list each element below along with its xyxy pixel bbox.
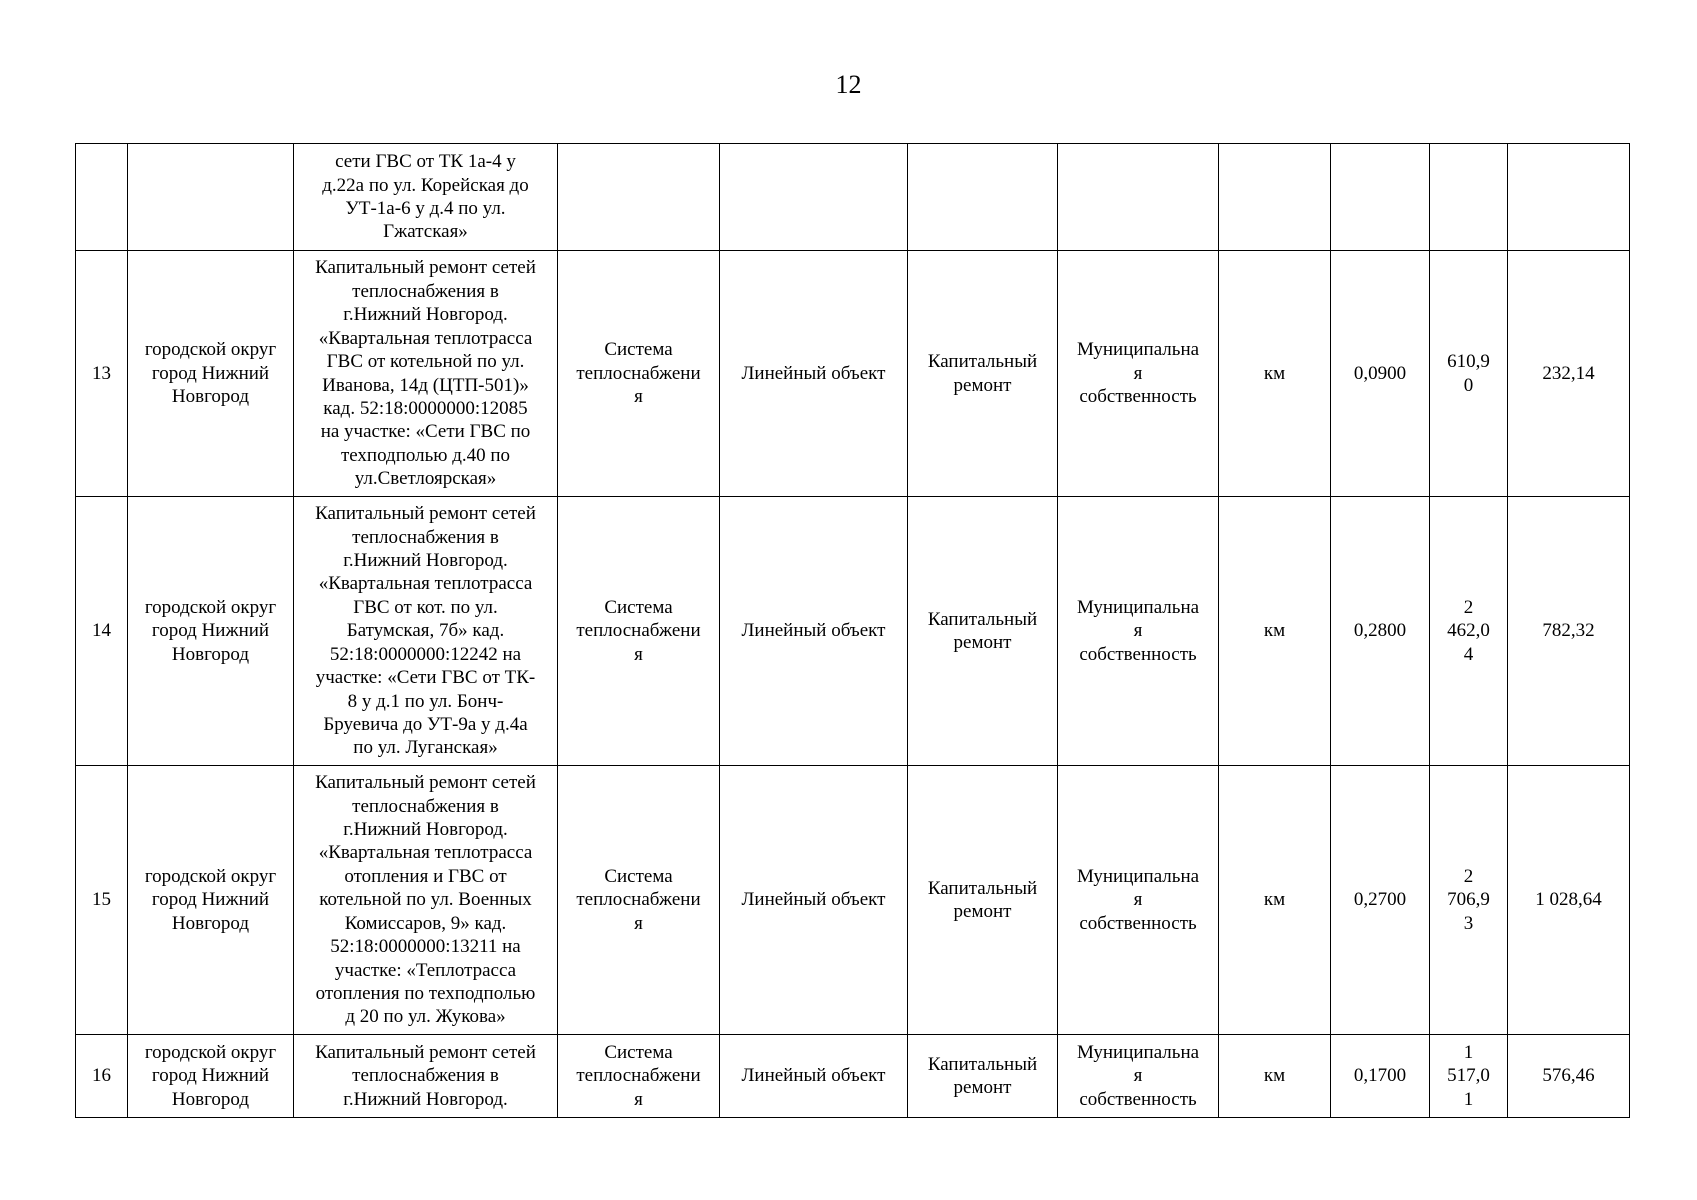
table-row <box>76 766 1630 1035</box>
system-cell <box>558 144 720 251</box>
table-row <box>76 144 1630 251</box>
object-type-cell <box>720 144 908 251</box>
row-number-cell: 13 <box>76 251 128 497</box>
length-cell: 0,0900 <box>1331 251 1430 497</box>
specific-value-cell <box>1508 144 1630 251</box>
cost-cell <box>1430 144 1508 251</box>
row-number-cell <box>76 144 128 251</box>
ownership-cell: Муниципальна я собственность <box>1058 497 1219 766</box>
object-type-cell: Линейный объект <box>720 251 908 497</box>
description-cell: Капитальный ремонт сетей теплоснабжения в г.Нижний Новгород. «Квартальная теплотрасса ГВС от кот. по ул. Батумская, 7б» кад. 52:18:0000000:12242 на участке: «Сети ГВС от ТК- 8 у д.1 по ул. Бонч- Бруевича до УТ-9а у д.4а по ул. Луганская» <box>294 497 558 766</box>
work-type-cell: Капитальный ремонт <box>908 766 1058 1035</box>
system-cell: Система теплоснабжени я <box>558 497 720 766</box>
description-cell: Капитальный ремонт сетей теплоснабжения в г.Нижний Новгород. «Квартальная теплотрасса отопления и ГВС от котельной по ул. Военных Комиссаров, 9» кад. 52:18:0000000:13211 на участке: «Теплотрасса отопления по техподполью д 20 по ул. Жукова» <box>294 766 558 1035</box>
specific-value-cell: 1 028,64 <box>1508 766 1630 1035</box>
length-cell: 0,2800 <box>1331 497 1430 766</box>
unit-cell: км <box>1219 766 1331 1035</box>
work-type-cell: Капитальный ремонт <box>908 1035 1058 1118</box>
row-number-cell: 16 <box>76 1035 128 1118</box>
length-cell <box>1331 144 1430 251</box>
cost-cell: 1 517,0 1 <box>1430 1035 1508 1118</box>
description-cell: сети ГВС от ТК 1а-4 у д.22а по ул. Корейская до УТ-1а-6 у д.4 по ул. Гжатская» <box>294 144 558 251</box>
works-table <box>75 143 1630 1118</box>
unit-cell: км <box>1219 251 1331 497</box>
unit-cell <box>1219 144 1331 251</box>
page-number: 12 <box>835 70 862 99</box>
object-type-cell: Линейный объект <box>720 766 908 1035</box>
municipality-cell: городской округ город Нижний Новгород <box>128 1035 294 1118</box>
municipality-cell: городской округ город Нижний Новгород <box>128 251 294 497</box>
row-number-cell: 15 <box>76 766 128 1035</box>
system-cell: Система теплоснабжени я <box>558 251 720 497</box>
length-cell: 0,1700 <box>1331 1035 1430 1118</box>
system-cell: Система теплоснабжени я <box>558 766 720 1035</box>
cost-cell: 2 462,0 4 <box>1430 497 1508 766</box>
cost-cell: 610,9 0 <box>1430 251 1508 497</box>
specific-value-cell: 782,32 <box>1508 497 1630 766</box>
cost-cell: 2 706,9 3 <box>1430 766 1508 1035</box>
description-cell: Капитальный ремонт сетей теплоснабжения в г.Нижний Новгород. <box>294 1035 558 1118</box>
ownership-cell: Муниципальна я собственность <box>1058 251 1219 497</box>
description-cell: Капитальный ремонт сетей теплоснабжения в г.Нижний Новгород. «Квартальная теплотрасса ГВС от котельной по ул. Иванова, 14д (ЦТП-501)» кад. 52:18:0000000:12085 на участке: «Сети ГВС по техподполью д.40 по ул.Светлоярская» <box>294 251 558 497</box>
specific-value-cell: 232,14 <box>1508 251 1630 497</box>
municipality-cell: городской округ город Нижний Новгород <box>128 766 294 1035</box>
table-row <box>76 1035 1630 1118</box>
system-cell: Система теплоснабжени я <box>558 1035 720 1118</box>
municipality-cell <box>128 144 294 251</box>
work-type-cell: Капитальный ремонт <box>908 251 1058 497</box>
object-type-cell: Линейный объект <box>720 497 908 766</box>
ownership-cell: Муниципальна я собственность <box>1058 766 1219 1035</box>
work-type-cell <box>908 144 1058 251</box>
row-number-cell: 14 <box>76 497 128 766</box>
unit-cell: км <box>1219 1035 1331 1118</box>
ownership-cell <box>1058 144 1219 251</box>
table-row <box>76 251 1630 497</box>
specific-value-cell: 576,46 <box>1508 1035 1630 1118</box>
table-row <box>76 497 1630 766</box>
ownership-cell: Муниципальна я собственность <box>1058 1035 1219 1118</box>
object-type-cell: Линейный объект <box>720 1035 908 1118</box>
unit-cell: км <box>1219 497 1331 766</box>
municipality-cell: городской округ город Нижний Новгород <box>128 497 294 766</box>
length-cell: 0,2700 <box>1331 766 1430 1035</box>
work-type-cell: Капитальный ремонт <box>908 497 1058 766</box>
